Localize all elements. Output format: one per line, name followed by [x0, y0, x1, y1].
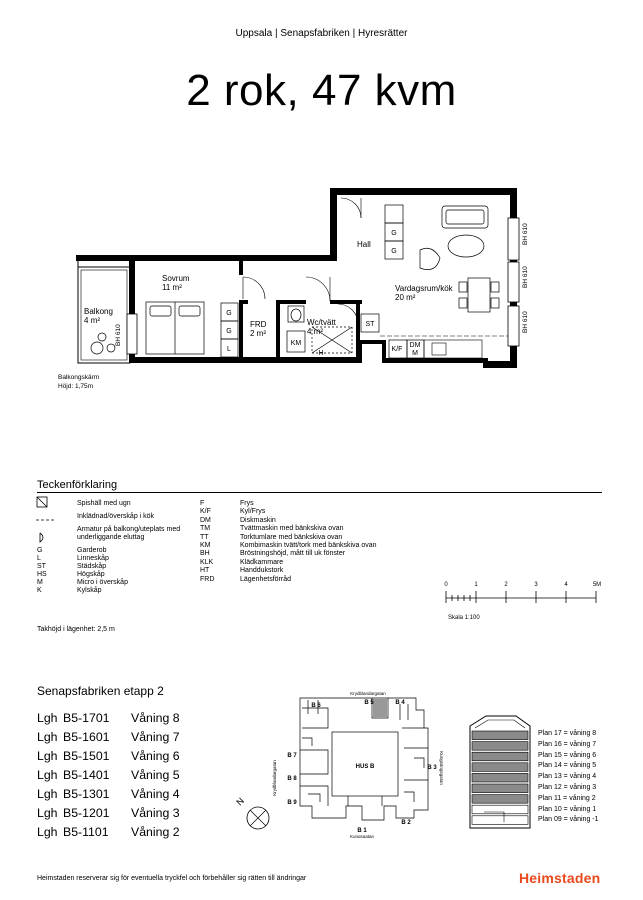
micro-label: M: [412, 350, 418, 357]
legend-text: Torktumlare med bänkskiva ovan: [240, 533, 343, 541]
wardrobe-label: G: [226, 310, 232, 317]
block-label: B 7: [287, 753, 297, 759]
divider: [37, 492, 602, 493]
apt-id: B5-1101: [63, 825, 109, 839]
list-item: [37, 747, 180, 766]
apt-id: B5-1601: [63, 730, 110, 744]
room-name-wc: Wc/tvätt: [307, 318, 336, 327]
block-label: B 5: [364, 700, 374, 706]
floor-plan: [0, 0, 643, 420]
disclaimer: Heimstaden reserverar sig för eventuella tryckfel och förbehåller sig rätten till ändringar: [37, 875, 307, 882]
etapp-title: Senapsfabriken etapp 2: [37, 684, 164, 698]
scale-label: Skala 1:100: [448, 615, 480, 621]
washer-label: KM: [290, 340, 302, 347]
list-item: [37, 823, 180, 842]
scale-tick-label: 4: [564, 582, 568, 588]
legend-code: F: [200, 500, 205, 507]
room-area-frd: 2 m²: [250, 329, 266, 338]
list-item: Plan 10 = våning 1: [538, 805, 597, 813]
apt-id: B5-1401: [63, 768, 110, 782]
dishwasher-label: DM: [409, 342, 421, 349]
list-item: Plan 16 = våning 7: [538, 740, 597, 748]
legend-code: ST: [37, 563, 46, 570]
block-label: B 2: [401, 820, 411, 826]
scale-tick-label: 1: [474, 582, 478, 588]
block-label: B 6: [311, 703, 321, 709]
legend-code: TM: [200, 525, 211, 533]
room-name-vardagsrum: Vardagsrum/kök: [395, 284, 453, 293]
legend-text: Garderob: [77, 547, 107, 554]
window-height-label: BH 610: [522, 311, 529, 333]
block-label: B 3: [427, 765, 437, 771]
legend-code: G: [37, 547, 43, 554]
house-label: HUS B: [355, 764, 375, 770]
room-area-wc: 4 m²: [307, 327, 323, 336]
legend-code: DM: [200, 516, 211, 524]
brand-logo: Heimstaden: [519, 870, 601, 886]
legend-text: Frys: [240, 500, 254, 507]
block-label: B 1: [357, 828, 367, 834]
apt-floor: Våning 7: [131, 730, 180, 744]
apartment-list: [37, 709, 180, 842]
legend-text: Diskmaskin: [240, 516, 276, 524]
scale-tick-label: 3: [534, 582, 538, 588]
street-label: Kungsgatan: [349, 834, 375, 838]
legend-code: M: [37, 579, 43, 586]
apt-id: B5-1301: [63, 787, 110, 801]
legend-text: Högskåp: [77, 571, 105, 578]
page-title: 2 rok, 47 kvm: [186, 66, 457, 115]
scale-tick-label: 0: [444, 582, 448, 588]
scale-tick-label: 2: [504, 582, 508, 588]
apt-id: B5-1701: [63, 711, 110, 725]
scale-tick-label: 5M: [592, 582, 602, 588]
list-item: [37, 766, 180, 785]
legend-code: L: [37, 555, 41, 562]
legend-text: Kombimaskin tvätt/tork med bänkskiva ovan: [240, 542, 377, 550]
list-item: Plan 14 = våning 5: [538, 762, 597, 770]
wardrobe-label: G: [391, 248, 397, 255]
list-item: Plan 12 = våning 3: [538, 783, 597, 791]
room-area-sovrum: 11 m²: [162, 283, 182, 292]
room-name-frd: FRD: [250, 320, 267, 329]
legend-left: [37, 500, 212, 595]
legend-text: Städskåp: [77, 563, 107, 570]
legend-code: KLK: [200, 558, 214, 566]
window-height-label: BH 610: [522, 266, 529, 288]
ceiling-height: Takhöjd i lägenhet: 2,5 m: [37, 626, 115, 633]
building-section: [464, 712, 536, 832]
room-labels: [84, 240, 454, 338]
legend-code: K: [37, 587, 42, 594]
list-item: Plan 09 = våning -1: [538, 816, 599, 824]
legend-right: [200, 500, 410, 584]
list-item: Plan 17 = våning 8: [538, 730, 597, 737]
legend-text: Kylskåp: [77, 587, 102, 594]
street-label: Krydblandargatan: [350, 691, 386, 696]
apt-id: B5-1201: [63, 806, 110, 820]
window-height-label: BH 610: [522, 223, 529, 245]
legend-text: Kyl/Frys: [240, 508, 266, 516]
sofa-icon: [420, 206, 499, 312]
apt-prefix: Lgh: [37, 806, 58, 820]
legend-code: K/F: [200, 508, 211, 516]
apt-floor: Våning 3: [131, 806, 180, 820]
list-item: Plan 15 = våning 6: [538, 751, 597, 759]
legend-text: Lägenhetsförråd: [240, 575, 291, 583]
block-label: B 8: [287, 776, 297, 782]
balcony-screen-label: Balkongskärm: [58, 374, 100, 381]
cleaning-cabinet-label: ST: [365, 321, 375, 328]
room-name-sovrum: Sovrum: [162, 274, 190, 283]
towel-dryer-label: H: [318, 350, 324, 357]
legend-text: Linneskåp: [77, 555, 109, 562]
legend-text: Armatur på balkong/uteplats med underliggande eluttag: [77, 526, 181, 541]
apt-prefix: Lgh: [37, 711, 58, 725]
legend-text: Inklädnad/överskåp i kök: [77, 513, 155, 520]
legend-code: KM: [200, 542, 211, 550]
legend-text: Klädkammare: [240, 558, 284, 566]
legend-text: Tvättmaskin med bänkskiva ovan: [240, 525, 344, 533]
legend-title: Teckenförklaring: [37, 479, 118, 491]
street-label: Kungsängsgatan: [439, 751, 444, 785]
list-item: Plan 11 = våning 2: [538, 794, 596, 802]
apt-floor: Våning 6: [131, 749, 180, 763]
site-plan: [228, 688, 446, 838]
list-item: [37, 728, 180, 747]
apt-floor: Våning 5: [131, 768, 180, 782]
window-height-label: BH 610: [115, 324, 122, 346]
wardrobe-label: G: [391, 230, 397, 237]
room-area-balkong: 4 m²: [84, 316, 100, 325]
apt-prefix: Lgh: [37, 787, 58, 801]
room-area-vardagsrum: 20 m²: [395, 293, 416, 302]
apt-floor: Våning 4: [131, 787, 180, 801]
bed-icon: [146, 302, 204, 354]
block-label: B 4: [395, 700, 405, 706]
apt-prefix: Lgh: [37, 749, 58, 763]
apt-floor: Våning 8: [131, 711, 180, 725]
list-item: [37, 709, 180, 728]
legend-text: Micro i överskåp: [77, 579, 128, 586]
fridge-label: K/F: [391, 346, 403, 353]
legend-code: HS: [37, 571, 47, 578]
plan-list: [538, 729, 599, 826]
wardrobe-label: G: [226, 328, 232, 335]
street-label: Krydblandargatan: [272, 760, 277, 796]
apt-prefix: Lgh: [37, 825, 58, 839]
legend-code: FRD: [200, 575, 215, 583]
breadcrumb: Uppsala | Senapsfabriken | Hyresrätter: [235, 28, 408, 39]
compass-icon: [234, 796, 269, 829]
apt-prefix: Lgh: [37, 730, 58, 744]
room-name-hall: Hall: [357, 240, 371, 249]
scale-bar: [440, 578, 610, 610]
north-label: N: [234, 795, 247, 808]
room-name-balkong: Balkong: [84, 307, 113, 316]
list-item: [37, 785, 180, 804]
apt-floor: Våning 2: [131, 825, 180, 839]
linen-label: L: [227, 346, 231, 353]
legend-text: Bröstningshöjd, mått till uk fönster: [240, 550, 346, 558]
apt-id: B5-1501: [63, 749, 110, 763]
legend-code: BH: [200, 550, 210, 558]
legend-code: TT: [200, 533, 209, 541]
legend-text: Handdukstork: [240, 567, 284, 575]
apt-prefix: Lgh: [37, 768, 58, 782]
list-item: [37, 804, 180, 823]
block-label: B 9: [287, 800, 297, 806]
balcony-screen-height: Höjd: 1,75m: [58, 383, 94, 390]
list-item: Plan 13 = våning 4: [538, 773, 597, 781]
legend-code: HT: [200, 567, 210, 575]
legend-text: Spishäll med ugn: [77, 500, 131, 507]
